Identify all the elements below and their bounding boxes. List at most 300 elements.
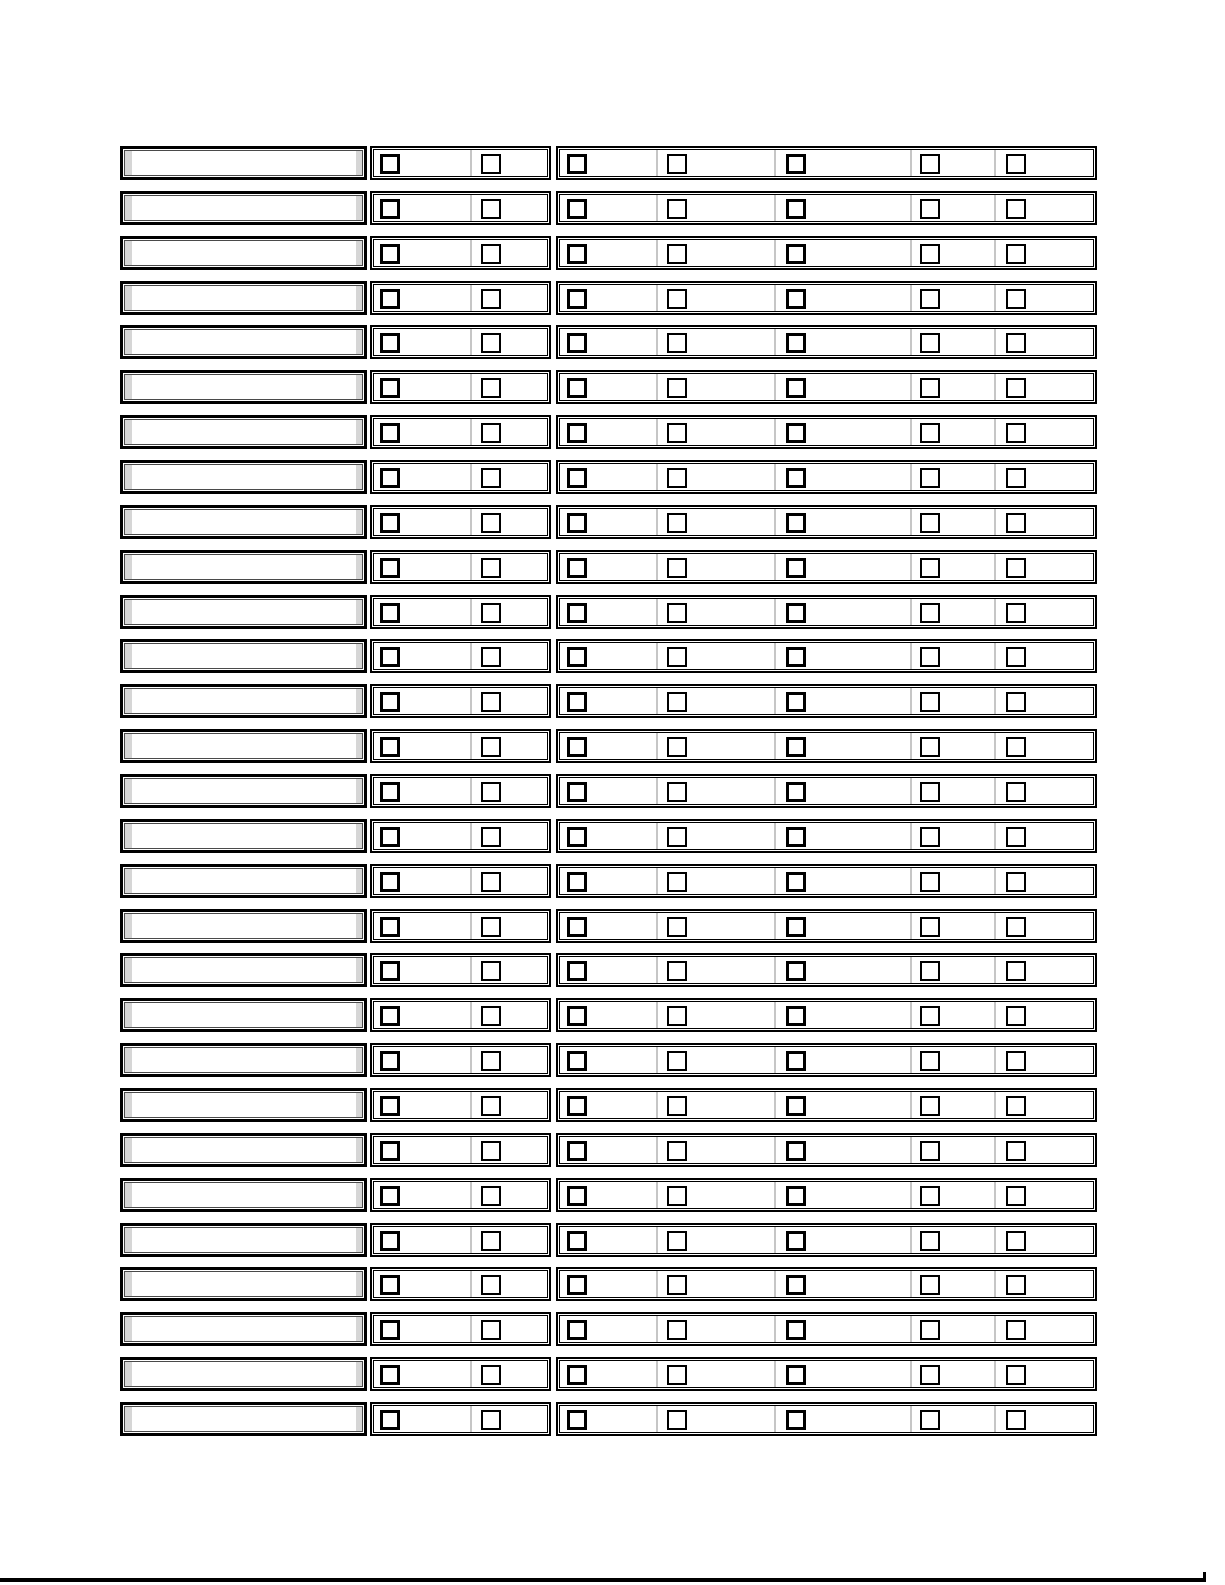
checkbox[interactable] (667, 1275, 687, 1295)
checkbox[interactable] (920, 603, 940, 623)
label-field[interactable] (124, 1182, 363, 1208)
checkbox[interactable] (567, 961, 587, 981)
checkbox[interactable] (786, 827, 806, 847)
checkbox[interactable] (786, 423, 806, 443)
checkbox[interactable] (380, 737, 400, 757)
checkbox[interactable] (920, 558, 940, 578)
checkbox-group-1-frame (373, 1091, 548, 1119)
label-field[interactable] (124, 1047, 363, 1073)
label-field[interactable] (124, 285, 363, 311)
checkbox[interactable] (567, 872, 587, 892)
checkbox[interactable] (920, 1096, 940, 1116)
checkbox[interactable] (481, 782, 501, 802)
checkbox[interactable] (1006, 737, 1026, 757)
checkbox-group-2-frame (559, 1226, 1094, 1254)
checkbox[interactable] (1006, 154, 1026, 174)
checkbox-group-2-frame (559, 956, 1094, 984)
checkbox[interactable] (667, 1410, 687, 1430)
checkbox-group-1 (370, 415, 551, 449)
label-field[interactable] (124, 868, 363, 894)
checkbox[interactable] (481, 558, 501, 578)
checkbox[interactable] (667, 289, 687, 309)
checkbox-cell (560, 1137, 656, 1163)
checkbox[interactable] (481, 1096, 501, 1116)
checkbox[interactable] (1006, 423, 1026, 443)
label-field-box (120, 1088, 367, 1122)
label-field[interactable] (124, 599, 363, 625)
label-field[interactable] (124, 1002, 363, 1028)
checkbox[interactable] (786, 1051, 806, 1071)
checkbox[interactable] (481, 199, 501, 219)
checkbox[interactable] (667, 782, 687, 802)
checkbox[interactable] (920, 1275, 940, 1295)
checkbox-cell (774, 1406, 910, 1432)
checkbox[interactable] (1006, 1006, 1026, 1026)
checkbox[interactable] (567, 513, 587, 533)
label-field[interactable] (124, 957, 363, 983)
checkbox[interactable] (786, 737, 806, 757)
checkbox[interactable] (920, 647, 940, 667)
checkbox[interactable] (667, 917, 687, 937)
checkbox[interactable] (380, 289, 400, 309)
checkbox[interactable] (481, 289, 501, 309)
checkbox[interactable] (481, 827, 501, 847)
checkbox[interactable] (567, 917, 587, 937)
checkbox-cell (656, 285, 774, 311)
checkbox[interactable] (786, 1410, 806, 1430)
checkbox[interactable] (567, 1096, 587, 1116)
checkbox[interactable] (380, 1275, 400, 1295)
checkbox[interactable] (481, 1410, 501, 1430)
form-row (120, 1043, 1098, 1077)
checkbox[interactable] (567, 558, 587, 578)
checkbox-cell (470, 1047, 547, 1073)
checkbox[interactable] (1006, 199, 1026, 219)
checkbox-cell (560, 688, 656, 714)
checkbox[interactable] (1006, 1096, 1026, 1116)
label-field[interactable] (124, 150, 363, 176)
checkbox[interactable] (920, 782, 940, 802)
checkbox-cell (910, 329, 994, 355)
checkbox[interactable] (1006, 603, 1026, 623)
checkbox[interactable] (920, 1365, 940, 1385)
checkbox[interactable] (920, 1320, 940, 1340)
checkbox[interactable] (1006, 1231, 1026, 1251)
checkbox[interactable] (786, 782, 806, 802)
checkbox[interactable] (786, 1365, 806, 1385)
checkbox-group-2-frame (559, 598, 1094, 626)
checkbox-cell (656, 823, 774, 849)
checkbox[interactable] (380, 1231, 400, 1251)
checkbox[interactable] (920, 333, 940, 353)
checkbox[interactable] (380, 961, 400, 981)
checkbox[interactable] (380, 154, 400, 174)
checkbox[interactable] (567, 1365, 587, 1385)
checkbox[interactable] (380, 468, 400, 488)
checkbox-group-1-frame (373, 642, 548, 670)
checkbox-cell (656, 150, 774, 176)
checkbox[interactable] (786, 333, 806, 353)
checkbox[interactable] (380, 1006, 400, 1026)
checkbox[interactable] (481, 692, 501, 712)
label-field[interactable] (124, 688, 363, 714)
checkbox[interactable] (667, 1320, 687, 1340)
checkbox[interactable] (380, 1186, 400, 1206)
checkbox-group-1 (370, 1043, 551, 1077)
checkbox-cell (910, 1316, 994, 1342)
checkbox[interactable] (920, 1231, 940, 1251)
checkbox[interactable] (920, 154, 940, 174)
label-field[interactable] (124, 554, 363, 580)
checkbox[interactable] (380, 558, 400, 578)
checkbox[interactable] (920, 289, 940, 309)
checkbox[interactable] (1006, 1141, 1026, 1161)
checkbox[interactable] (380, 1320, 400, 1340)
checkbox[interactable] (1006, 513, 1026, 533)
label-field[interactable] (124, 733, 363, 759)
checkbox[interactable] (567, 647, 587, 667)
checkbox[interactable] (667, 603, 687, 623)
checkbox-group-1-frame (373, 553, 548, 581)
checkbox-group-2-frame (559, 1360, 1094, 1388)
checkbox[interactable] (380, 1096, 400, 1116)
checkbox[interactable] (567, 1141, 587, 1161)
label-field[interactable] (124, 329, 363, 355)
label-field[interactable] (124, 913, 363, 939)
checkbox[interactable] (567, 737, 587, 757)
checkbox[interactable] (667, 647, 687, 667)
checkbox[interactable] (481, 1275, 501, 1295)
checkbox[interactable] (481, 1186, 501, 1206)
label-field-box (120, 415, 367, 449)
checkbox[interactable] (567, 1231, 587, 1251)
checkbox[interactable] (786, 1231, 806, 1251)
label-field[interactable] (124, 778, 363, 804)
checkbox[interactable] (380, 1051, 400, 1071)
checkbox-cell (656, 240, 774, 266)
checkbox[interactable] (1006, 558, 1026, 578)
checkbox[interactable] (567, 199, 587, 219)
checkbox[interactable] (667, 468, 687, 488)
checkbox-group-2 (556, 1312, 1097, 1346)
checkbox[interactable] (380, 782, 400, 802)
label-field-box (120, 595, 367, 629)
checkbox[interactable] (380, 333, 400, 353)
checkbox[interactable] (481, 1231, 501, 1251)
checkbox[interactable] (667, 872, 687, 892)
checkbox[interactable] (786, 603, 806, 623)
label-field[interactable] (124, 374, 363, 400)
checkbox-group-2 (556, 460, 1097, 494)
checkbox-group-2 (556, 1357, 1097, 1391)
checkbox[interactable] (380, 244, 400, 264)
checkbox[interactable] (920, 827, 940, 847)
checkbox[interactable] (1006, 244, 1026, 264)
checkbox-cell (656, 599, 774, 625)
checkbox[interactable] (567, 468, 587, 488)
checkbox[interactable] (786, 692, 806, 712)
checkbox[interactable] (481, 244, 501, 264)
checkbox[interactable] (667, 513, 687, 533)
checkbox-group-1 (370, 550, 551, 584)
checkbox-cell (774, 240, 910, 266)
checkbox[interactable] (920, 244, 940, 264)
label-field-box (120, 325, 367, 359)
checkbox[interactable] (567, 782, 587, 802)
label-field[interactable] (124, 1137, 363, 1163)
label-field[interactable] (124, 195, 363, 221)
checkbox-group-2 (556, 864, 1097, 898)
checkbox[interactable] (786, 961, 806, 981)
checkbox[interactable] (667, 1231, 687, 1251)
checkbox[interactable] (920, 917, 940, 937)
checkbox-cell (560, 329, 656, 355)
checkbox[interactable] (481, 423, 501, 443)
checkbox[interactable] (667, 154, 687, 174)
checkbox[interactable] (567, 244, 587, 264)
checkbox[interactable] (1006, 468, 1026, 488)
checkbox[interactable] (920, 692, 940, 712)
checkbox-group-2 (556, 146, 1097, 180)
checkbox[interactable] (667, 1186, 687, 1206)
checkbox[interactable] (667, 244, 687, 264)
checkbox[interactable] (786, 1096, 806, 1116)
checkbox[interactable] (567, 1186, 587, 1206)
checkbox-cell (470, 464, 547, 490)
checkbox[interactable] (1006, 1365, 1026, 1385)
checkbox-group-1 (370, 370, 551, 404)
checkbox[interactable] (786, 1320, 806, 1340)
checkbox[interactable] (920, 1141, 940, 1161)
label-field[interactable] (124, 1227, 363, 1253)
checkbox[interactable] (481, 647, 501, 667)
checkbox[interactable] (380, 423, 400, 443)
checkbox[interactable] (920, 1051, 940, 1071)
checkbox[interactable] (1006, 1051, 1026, 1071)
checkbox[interactable] (567, 423, 587, 443)
checkbox-cell (470, 240, 547, 266)
checkbox[interactable] (567, 603, 587, 623)
checkbox[interactable] (1006, 289, 1026, 309)
checkbox-group-1-frame (373, 598, 548, 626)
checkbox-cell (470, 599, 547, 625)
checkbox[interactable] (786, 647, 806, 667)
checkbox[interactable] (667, 333, 687, 353)
label-field[interactable] (124, 643, 363, 669)
checkbox-group-2-frame (559, 1091, 1094, 1119)
checkbox[interactable] (481, 1051, 501, 1071)
checkbox[interactable] (1006, 872, 1026, 892)
checkbox[interactable] (481, 961, 501, 981)
label-field-box (120, 729, 367, 763)
checkbox[interactable] (481, 468, 501, 488)
checkbox[interactable] (380, 378, 400, 398)
checkbox[interactable] (380, 1410, 400, 1430)
label-field[interactable] (124, 240, 363, 266)
checkbox[interactable] (1006, 692, 1026, 712)
checkbox[interactable] (1006, 917, 1026, 937)
checkbox[interactable] (786, 289, 806, 309)
checkbox[interactable] (920, 737, 940, 757)
checkbox[interactable] (667, 961, 687, 981)
checkbox-group-1 (370, 909, 551, 943)
checkbox[interactable] (380, 692, 400, 712)
checkbox[interactable] (667, 423, 687, 443)
checkbox[interactable] (667, 1141, 687, 1161)
checkbox-cell (994, 1316, 1093, 1342)
checkbox-group-2 (556, 1043, 1097, 1077)
checkbox[interactable] (667, 378, 687, 398)
checkbox-group-1 (370, 1133, 551, 1167)
label-field[interactable] (124, 823, 363, 849)
checkbox-cell (374, 240, 470, 266)
checkbox[interactable] (920, 872, 940, 892)
checkbox-group-2 (556, 684, 1097, 718)
checkbox[interactable] (786, 1006, 806, 1026)
checkbox-cell (774, 733, 910, 759)
checkbox-cell (470, 688, 547, 714)
checkbox[interactable] (567, 333, 587, 353)
checkbox[interactable] (380, 917, 400, 937)
checkbox[interactable] (920, 961, 940, 981)
checkbox[interactable] (667, 827, 687, 847)
checkbox-cell (470, 285, 547, 311)
checkbox[interactable] (1006, 1320, 1026, 1340)
checkbox[interactable] (481, 603, 501, 623)
checkbox[interactable] (481, 154, 501, 174)
checkbox[interactable] (380, 647, 400, 667)
checkbox[interactable] (1006, 961, 1026, 981)
checkbox[interactable] (920, 378, 940, 398)
checkbox[interactable] (786, 1275, 806, 1295)
checkbox[interactable] (667, 737, 687, 757)
checkbox[interactable] (567, 1275, 587, 1295)
checkbox[interactable] (786, 872, 806, 892)
checkbox[interactable] (786, 1141, 806, 1161)
checkbox[interactable] (920, 1410, 940, 1430)
checkbox[interactable] (481, 1320, 501, 1340)
checkbox[interactable] (567, 1006, 587, 1026)
checkbox[interactable] (1006, 1275, 1026, 1295)
checkbox[interactable] (786, 1186, 806, 1206)
checkbox-group-1 (370, 819, 551, 853)
checkbox[interactable] (786, 378, 806, 398)
checkbox-group-1 (370, 774, 551, 808)
checkbox[interactable] (567, 289, 587, 309)
checkbox[interactable] (481, 737, 501, 757)
checkbox-cell (560, 554, 656, 580)
checkbox[interactable] (380, 603, 400, 623)
checkbox[interactable] (380, 827, 400, 847)
checkbox[interactable] (920, 1186, 940, 1206)
label-field[interactable] (124, 1092, 363, 1118)
checkbox-group-1 (370, 595, 551, 629)
label-field[interactable] (124, 1271, 363, 1297)
checkbox-cell (994, 1361, 1093, 1387)
checkbox[interactable] (667, 1096, 687, 1116)
checkbox-group-1-frame (373, 732, 548, 760)
checkbox[interactable] (481, 333, 501, 353)
checkbox-cell (560, 733, 656, 759)
checkbox[interactable] (667, 558, 687, 578)
checkbox[interactable] (1006, 1186, 1026, 1206)
checkbox[interactable] (667, 1006, 687, 1026)
label-field[interactable] (124, 1361, 363, 1387)
checkbox[interactable] (567, 1410, 587, 1430)
checkbox[interactable] (786, 513, 806, 533)
checkbox-cell (774, 1137, 910, 1163)
checkbox-cell (560, 1361, 656, 1387)
checkbox[interactable] (380, 872, 400, 892)
checkbox[interactable] (481, 378, 501, 398)
checkbox[interactable] (567, 827, 587, 847)
checkbox[interactable] (567, 378, 587, 398)
checkbox[interactable] (920, 423, 940, 443)
checkbox[interactable] (567, 692, 587, 712)
checkbox[interactable] (380, 1365, 400, 1385)
checkbox-cell (560, 150, 656, 176)
checkbox-cell (910, 957, 994, 983)
checkbox[interactable] (667, 1365, 687, 1385)
label-field[interactable] (124, 509, 363, 535)
label-field[interactable] (124, 1406, 363, 1432)
checkbox[interactable] (1006, 782, 1026, 802)
checkbox-cell (994, 554, 1093, 580)
checkbox[interactable] (786, 468, 806, 488)
checkbox[interactable] (920, 199, 940, 219)
checkbox-cell (910, 240, 994, 266)
checkbox[interactable] (667, 199, 687, 219)
checkbox[interactable] (1006, 378, 1026, 398)
label-field-box (120, 550, 367, 584)
checkbox[interactable] (380, 1141, 400, 1161)
checkbox[interactable] (786, 199, 806, 219)
checkbox[interactable] (786, 154, 806, 174)
checkbox[interactable] (481, 1006, 501, 1026)
checkbox[interactable] (1006, 1410, 1026, 1430)
checkbox[interactable] (380, 199, 400, 219)
label-field[interactable] (124, 1316, 363, 1342)
label-field[interactable] (124, 419, 363, 445)
checkbox-cell (656, 1271, 774, 1297)
checkbox[interactable] (667, 1051, 687, 1071)
checkbox[interactable] (1006, 647, 1026, 667)
label-field[interactable] (124, 464, 363, 490)
checkbox[interactable] (481, 513, 501, 533)
checkbox[interactable] (786, 917, 806, 937)
checkbox[interactable] (1006, 827, 1026, 847)
checkbox[interactable] (786, 244, 806, 264)
checkbox[interactable] (786, 558, 806, 578)
checkbox[interactable] (920, 513, 940, 533)
checkbox[interactable] (567, 1320, 587, 1340)
checkbox[interactable] (920, 1006, 940, 1026)
checkbox[interactable] (380, 513, 400, 533)
checkbox[interactable] (481, 1365, 501, 1385)
checkbox-cell (374, 464, 470, 490)
checkbox-cell (774, 419, 910, 445)
checkbox[interactable] (567, 1051, 587, 1071)
checkbox-cell (470, 643, 547, 669)
checkbox[interactable] (667, 692, 687, 712)
checkbox[interactable] (920, 468, 940, 488)
checkbox[interactable] (567, 154, 587, 174)
checkbox[interactable] (481, 872, 501, 892)
checkbox-cell (656, 913, 774, 939)
checkbox[interactable] (1006, 333, 1026, 353)
checkbox[interactable] (481, 1141, 501, 1161)
checkbox[interactable] (481, 917, 501, 937)
